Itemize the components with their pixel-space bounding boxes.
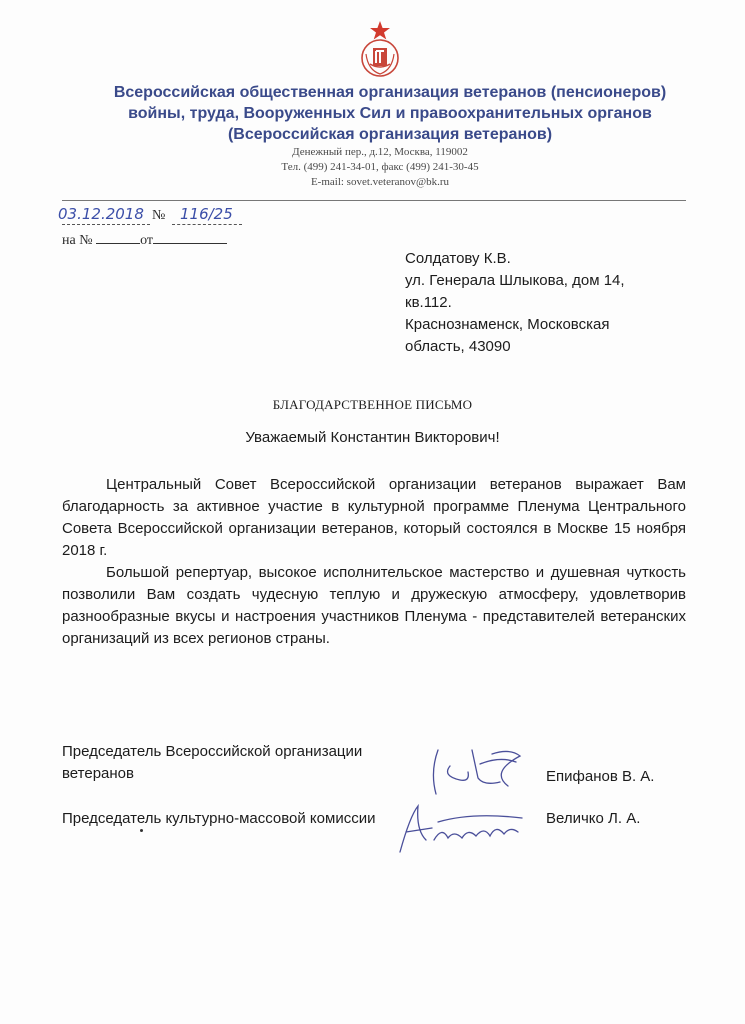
- org-name-line-2: войны, труда, Вооруженных Сил и правоохранительных органов: [128, 105, 652, 122]
- org-name-line-3: (Всероссийская организация ветеранов): [227, 126, 553, 143]
- signatory-1-title-line-1: Председатель Всероссийской организации: [62, 743, 363, 760]
- phone-fax: Тел. (499) 241-34-01, факс (499) 241-30-45: [281, 161, 479, 173]
- recipient-name: Солдатову К.В.: [405, 250, 511, 267]
- number-underline: [172, 224, 242, 225]
- incoming-number-blank: [96, 231, 140, 244]
- ink-dot: [140, 829, 143, 832]
- org-name-line-1: Всероссийская общественная организация ветеранов (пенсионеров): [113, 84, 667, 101]
- organization-name: [60, 82, 720, 145]
- signature-2-handwritten: [392, 796, 542, 860]
- outgoing-number-label: №: [152, 208, 166, 223]
- signatory-2-title: [62, 808, 375, 830]
- document-title: БЛАГОДАРСТВЕННОЕ ПИСЬМО: [272, 397, 473, 412]
- organization-emblem-icon: [348, 18, 412, 82]
- outgoing-number: 116/25: [180, 205, 233, 223]
- incoming-number-label: на №: [62, 233, 93, 248]
- recipient-address: [405, 248, 705, 358]
- incoming-reference-line: [62, 231, 227, 249]
- body-paragraph-1: Центральный Совет Всероссийской организации ветеранов выражает Вам благодарность за активное участие в культурной программе Пленума Центрального Совета Всероссийской организации ветеранов, который состоялся в Москве 15 ноября 2018 г.: [62, 476, 686, 559]
- signatory-1-title-line-2: ветеранов: [62, 765, 134, 782]
- signatory-1-title: [62, 741, 362, 785]
- incoming-date-blank: [153, 231, 227, 244]
- body-paragraph-2: Большой репертуар, высокое исполнительское мастерство и душевная чуткость позволили Вам создать чудесную теплую и дружескую атмосферу, удовлетворив разнообразные вкусы и настроения участников Пленума - представителей ветеранских организаций из всех регионов страны.: [62, 564, 686, 647]
- contact-block: [250, 145, 510, 190]
- outgoing-date: 03.12.2018: [58, 205, 144, 223]
- date-underline: [62, 224, 150, 225]
- email: E-mail: sovet.veteranov@bk.ru: [310, 176, 450, 188]
- signature-1-handwritten: [420, 742, 540, 802]
- letter-body: [62, 474, 686, 650]
- recipient-region: область, 43090: [405, 338, 511, 355]
- signatory-2-title-line-1: Председатель культурно-массовой комиссии: [62, 810, 376, 827]
- letterhead-divider: [62, 200, 686, 201]
- recipient-apartment: кв.112.: [405, 294, 452, 311]
- address: Денежный пер., д.12, Москва, 119002: [292, 146, 468, 158]
- signatory-2-name: Величко Л. А.: [546, 810, 641, 827]
- recipient-street: ул. Генерала Шлыкова, дом 14,: [405, 272, 625, 289]
- salutation: Уважаемый Константин Викторович!: [245, 429, 500, 446]
- recipient-city: Краснознаменск, Московская: [405, 316, 610, 333]
- incoming-date-label: от: [140, 233, 154, 248]
- signatory-1-name: Епифанов В. А.: [546, 768, 655, 785]
